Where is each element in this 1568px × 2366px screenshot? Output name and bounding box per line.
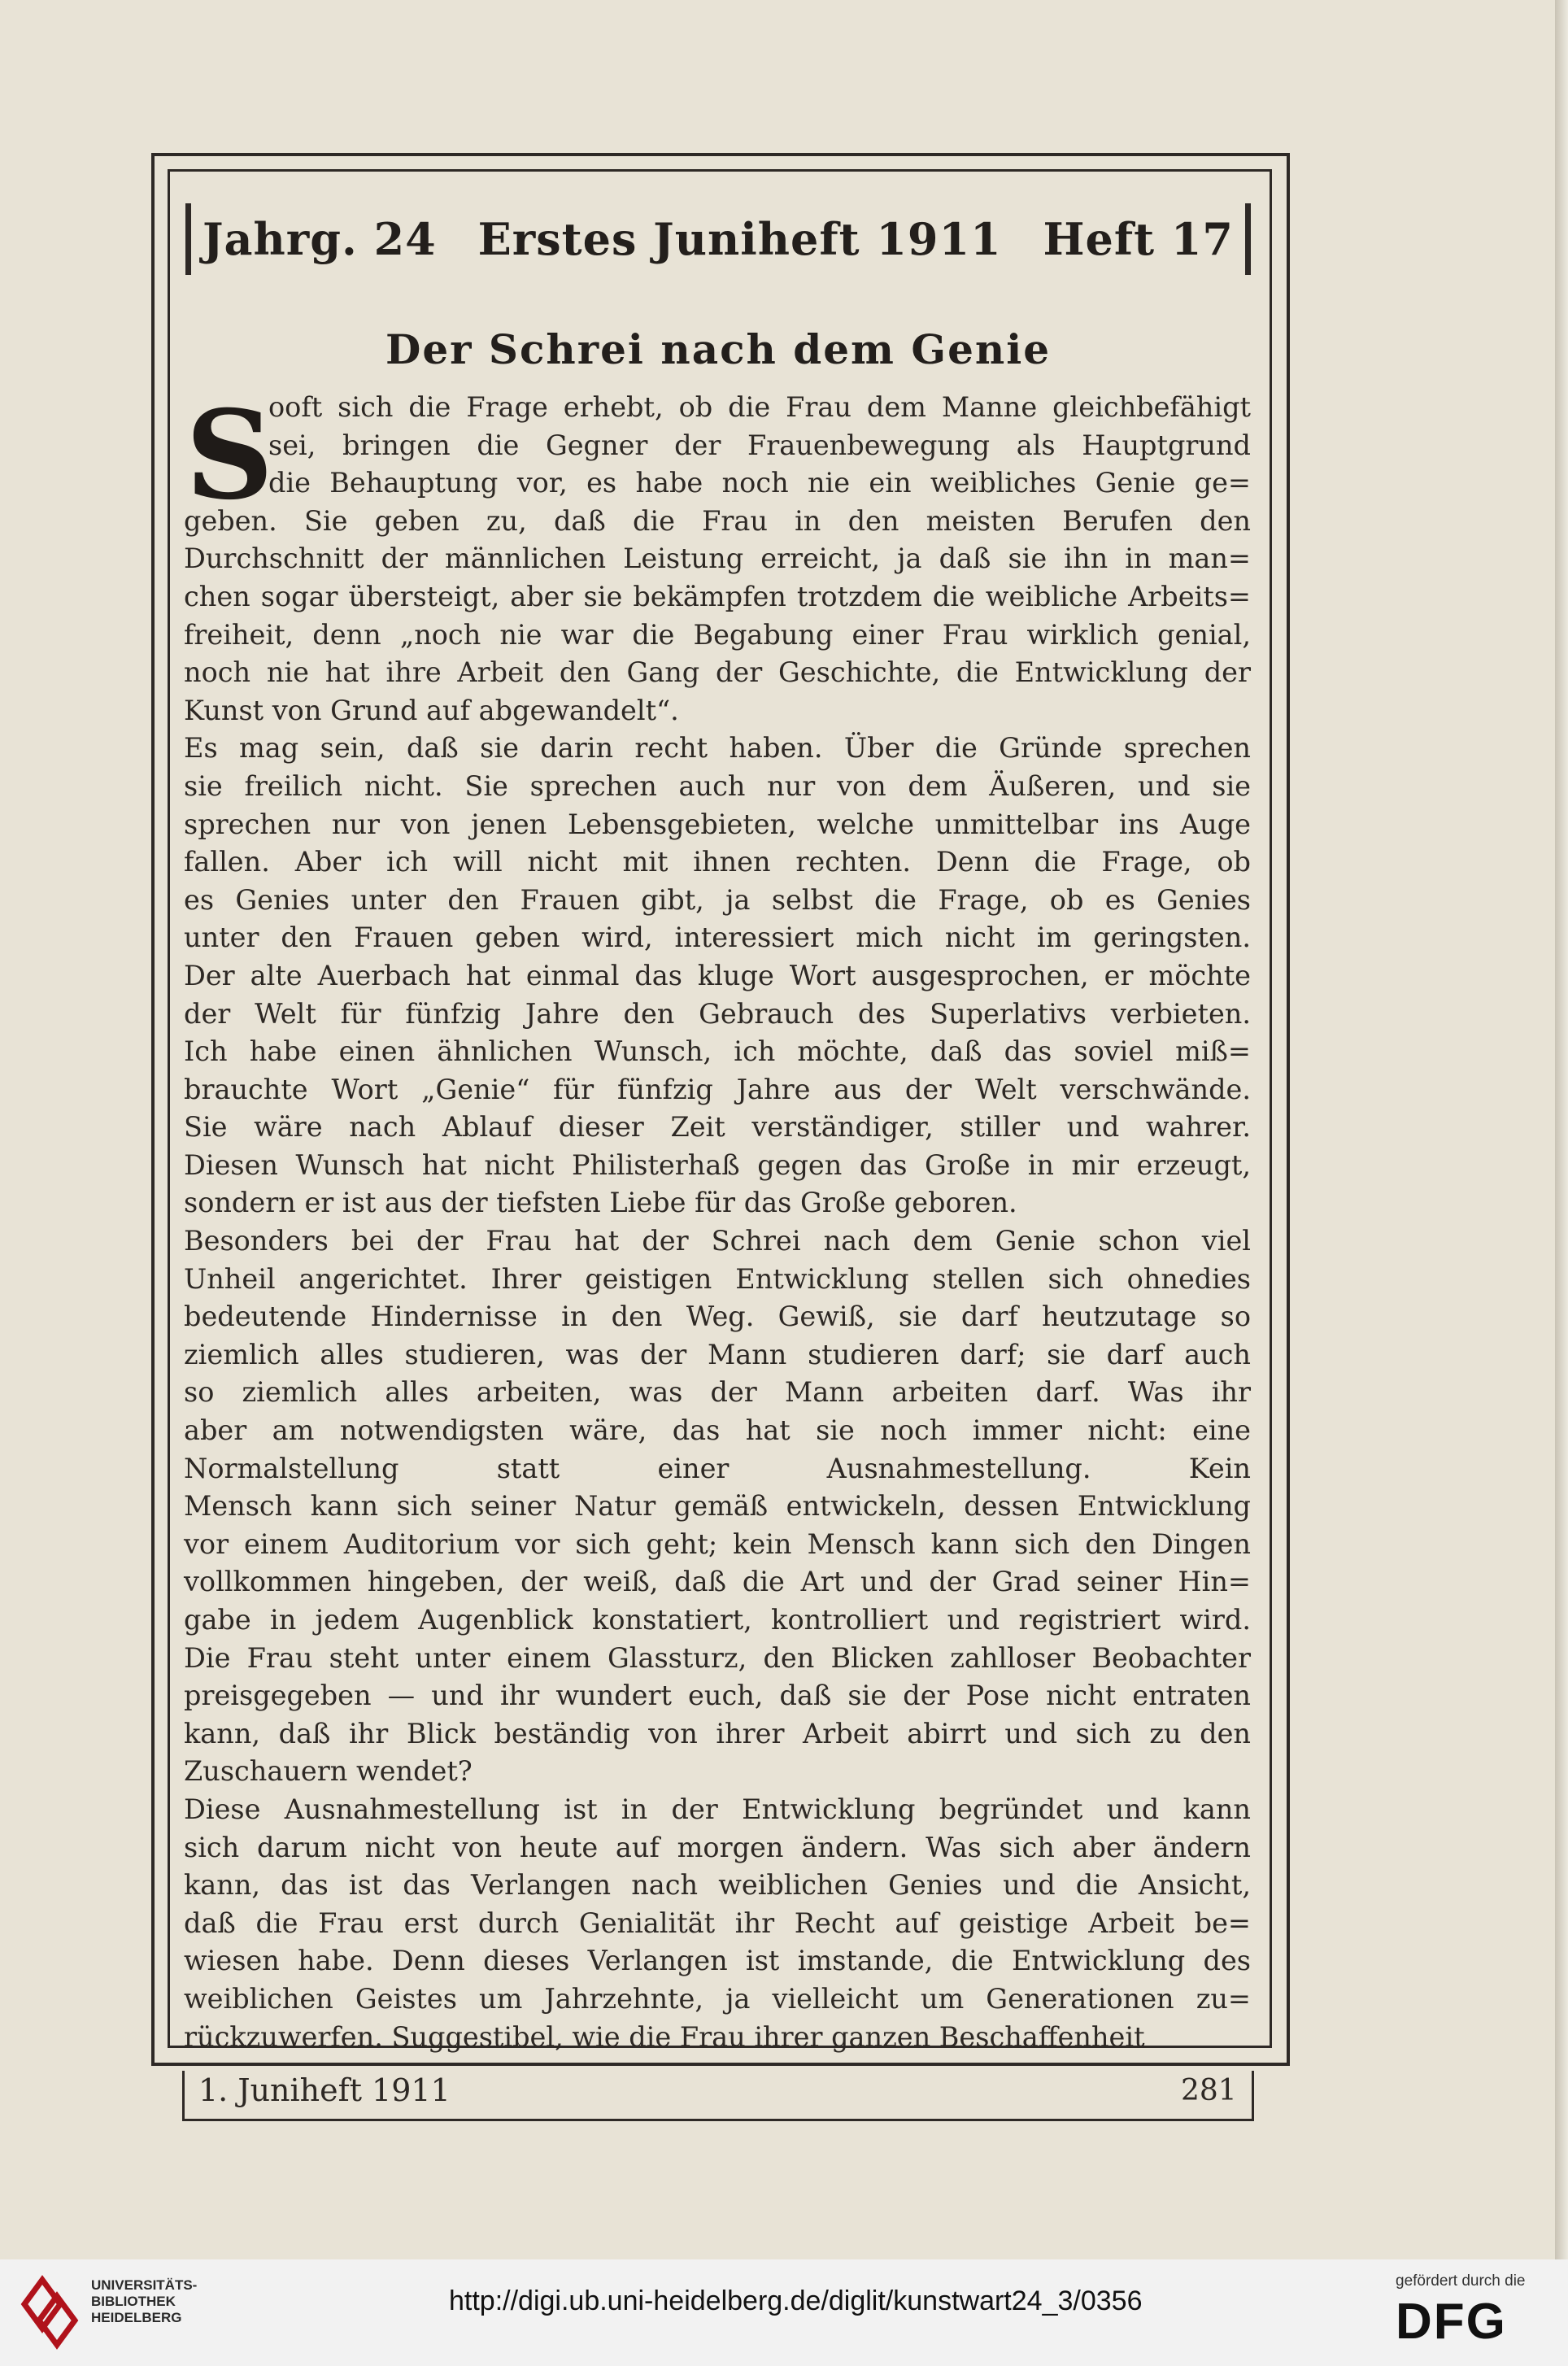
text-line: kann, das ist das Verlangen nach weiblichen Genies und die Ansicht, [184, 1869, 1251, 1902]
dfg-logo: DFG [1396, 2294, 1507, 2350]
volume-label: Jahrg. 24 [203, 213, 437, 265]
number-label: Heft 17 [1043, 213, 1234, 265]
footer-issue: 1. Juniheft 1911 [198, 2072, 451, 2108]
text-line: Sie wäre nach Ablauf dieser Zeit verständiger, stiller und wahrer. [184, 1111, 1251, 1144]
text-line: Die Frau steht unter einem Glassturz, den Blicken zahlloser Beobachter [184, 1641, 1251, 1674]
text-line: aber am notwendigsten wäre, das hat sie noch immer nicht: eine [184, 1414, 1251, 1447]
text-line: gabe in jedem Augenblick konstatiert, kontrolliert und registriert wird. [184, 1604, 1251, 1636]
text-line: Diesen Wunsch hat nicht Philisterhaß gegen das Große in mir erzeugt, [184, 1148, 1251, 1181]
text-line: daß die Frau erst durch Genialität ihr Recht auf geistige Arbeit be= [184, 1906, 1251, 1939]
library-name [91, 2277, 197, 2326]
text-line: sie freilich nicht. Sie sprechen auch nur von dem Äußeren, und sie [184, 769, 1251, 802]
text-line: wiesen habe. Denn dieses Verlangen ist imstande, die Entwicklung des [184, 1945, 1251, 1977]
text-line: fallen. Aber ich will nicht mit ihnen rechten. Denn die Frage, ob [184, 846, 1251, 878]
text-line: die Behauptung vor, es habe noch nie ein weibliches Genie ge= [268, 467, 1251, 499]
text-line: freiheit, denn „noch nie war die Begabung einer Frau wirklich genial, [184, 618, 1251, 651]
text-line: sondern er ist aus der tiefsten Liebe für das Große geboren. [184, 1187, 1017, 1219]
text-line: brauchte Wort „Genie“ für fünfzig Jahre aus der Welt verschwände. [184, 1073, 1251, 1105]
text-line: Kunst von Grund auf abgewandelt“. [184, 694, 679, 726]
permalink-url[interactable]: http://digi.ub.uni-heidelberg.de/diglit/kunstwart24_3/0356 [449, 2285, 1143, 2316]
text-line: Es mag sein, daß sie darin recht haben. Über die Gründe sprechen [184, 732, 1251, 765]
text-line: chen sogar übersteigt, aber sie bekämpfen trotzdem die weibliche Arbeits= [184, 580, 1251, 612]
library-name-line: BIBLIOTHEK [91, 2294, 176, 2309]
text-line: ooft sich die Frage erhebt, ob die Frau dem Manne gleichbefähigt [268, 391, 1251, 423]
page-number: 281 [1181, 2074, 1237, 2107]
text-line: Zuschauern wendet? [184, 1755, 473, 1788]
text-line: ziemlich alles studieren, was der Mann studieren darf; sie darf auch [184, 1338, 1251, 1370]
text-line: unter den Frauen geben wird, interessiert mich nicht im geringsten. [184, 922, 1251, 954]
text-line: Mensch kann sich seiner Natur gemäß entwickeln, dessen Entwicklung [184, 1490, 1251, 1523]
page-edge-shadow [1555, 0, 1568, 2259]
text-line: Besonders bei der Frau hat der Schrei nach dem Genie schon viel [184, 1225, 1251, 1257]
text-line: bedeutende Hindernisse in den Weg. Gewiß, sie darf heutzutage so [184, 1301, 1251, 1333]
text-line: sei, bringen die Gegner der Frauenbewegung als Hauptgrund [268, 429, 1251, 461]
text-line: vollkommen hingeben, der weiß, daß die Art und der Grad seiner Hin= [184, 1566, 1251, 1598]
text-line: Diese Ausnahmestellung ist in der Entwicklung begründet und kann [184, 1793, 1251, 1825]
text-line: Unheil angerichtet. Ihrer geistigen Entwicklung stellen sich ohnedies [184, 1262, 1251, 1295]
text-line: Normalstellung statt einer Ausnahmestellung. Kein [184, 1452, 1251, 1484]
library-name-line: HEIDELBERG [91, 2310, 182, 2325]
text-line: der Welt für fünfzig Jahre den Gebrauch des Superlativs verbieten. [184, 997, 1251, 1030]
text-line: sich darum nicht von heute auf morgen ändern. Was sich aber ändern [184, 1831, 1251, 1863]
library-name-line: UNIVERSITÄTS- [91, 2277, 198, 2293]
text-line: Durchschnitt der männlichen Leistung erreicht, ja daß sie ihn in man= [184, 542, 1251, 575]
text-line: weiblichen Geistes um Jahrzehnte, ja vielleicht um Generationen zu= [184, 1982, 1251, 2015]
text-line: rückzuwerfen. Suggestibel, wie die Frau ihrer ganzen Beschaffenheit [184, 2020, 1145, 2053]
text-line: vor einem Auditorium vor sich geht; kein Mensch kann sich den Dingen [184, 1527, 1251, 1560]
drop-initial: S [185, 384, 274, 527]
funding-note: gefördert durch die [1396, 2272, 1526, 2290]
text-line: preisgegeben — und ihr wundert euch, daß sie der Pose nicht entraten [184, 1680, 1251, 1712]
issue-label: Erstes Juniheft 1911 [477, 213, 1002, 265]
text-line: geben. Sie geben zu, daß die Frau in den meisten Berufen den [184, 504, 1251, 537]
text-line: so ziemlich alles arbeiten, was der Mann arbeiten darf. Was ihr [184, 1376, 1251, 1409]
text-line: es Genies unter den Frauen gibt, ja selbst die Frage, ob es Genies [184, 883, 1251, 916]
issue-header [185, 203, 1251, 275]
text-line: noch nie hat ihre Arbeit den Gang der Geschichte, die Entwicklung der [184, 656, 1251, 689]
library-logo-icon [18, 2273, 81, 2351]
text-line: kann, daß ihr Blick beständig von ihrer Arbeit abirrt und sich zu den [184, 1717, 1251, 1749]
article-body [184, 384, 1251, 2056]
article-title: Der Schrei nach dem Genie [385, 325, 1052, 373]
text-line: Der alte Auerbach hat einmal das kluge Wort ausgesprochen, er möchte [184, 959, 1251, 991]
text-line: sprechen nur von jenen Lebensgebieten, welche unmittelbar ins Auge [184, 808, 1251, 840]
text-line: Ich habe einen ähnlichen Wunsch, ich möchte, daß das soviel miß= [184, 1035, 1251, 1068]
